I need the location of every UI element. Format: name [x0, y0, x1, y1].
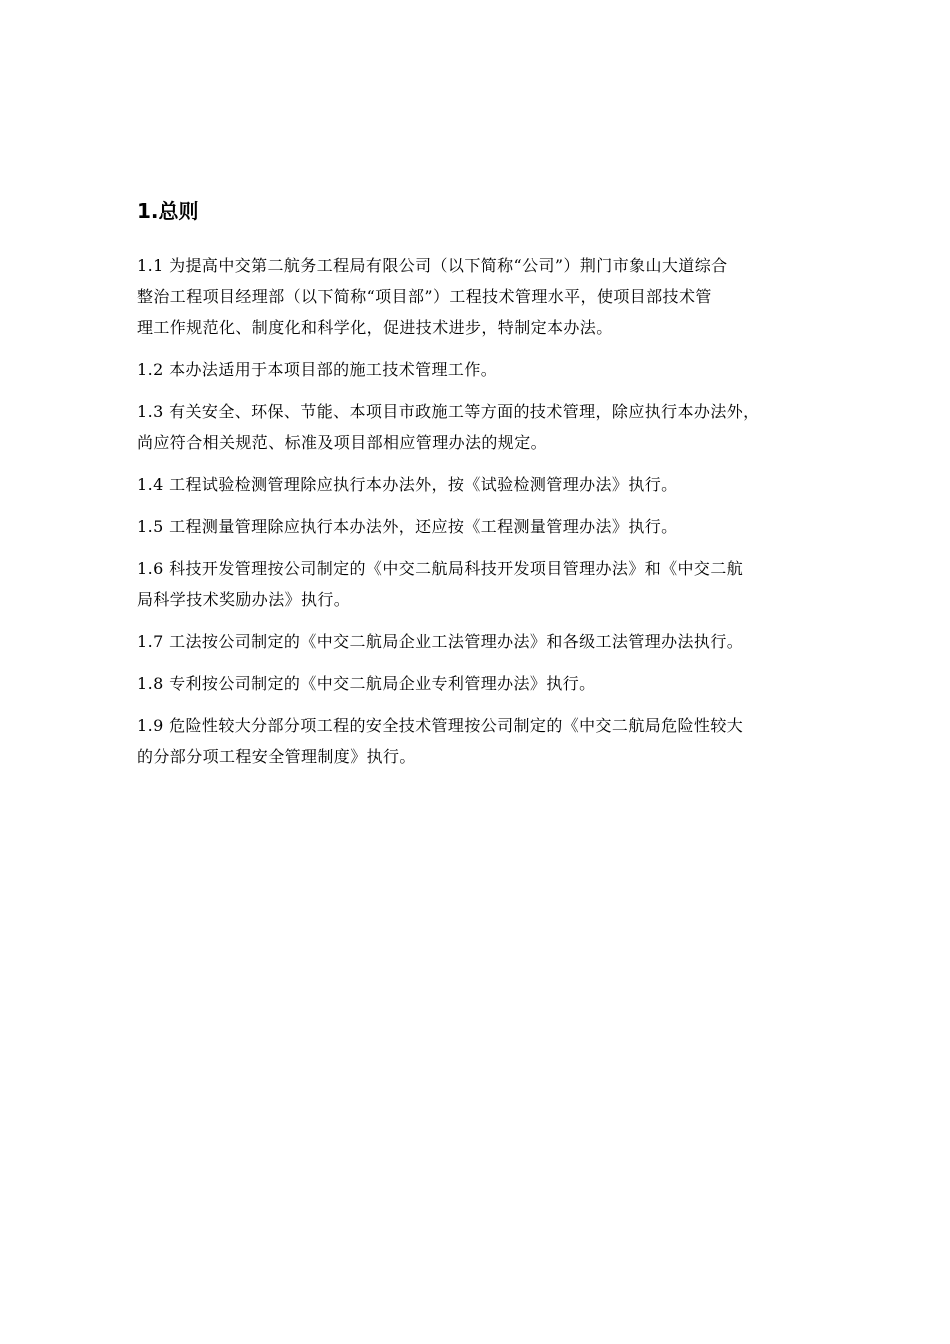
paragraph-line: 1.2 本办法适用于本项目部的施工技术管理工作。 — [137, 360, 498, 379]
section-heading: 1.总则 — [137, 199, 199, 223]
paragraph-1-8 — [137, 668, 852, 699]
paragraph-1-7 — [137, 626, 852, 657]
paragraph-line: 1.3 有关安全、环保、节能、本项目市政施工等方面的技术管理，除应执行本办法外， — [137, 402, 760, 421]
paragraph-1-5 — [137, 511, 852, 542]
paragraph-line: 局科学技术奖励办法》执行。 — [137, 590, 351, 609]
paragraph-1-1 — [137, 250, 852, 343]
paragraph-line: 整治工程项目经理部（以下简称“项目部”）工程技术管理水平，使项目部技术管 — [137, 287, 712, 306]
paragraph-1-9 — [137, 710, 852, 772]
paragraph-line: 1.7 工法按公司制定的《中交二航局企业工法管理办法》和各级工法管理办法执行。 — [137, 632, 744, 651]
paragraph-line: 1.8 专利按公司制定的《中交二航局企业专利管理办法》执行。 — [137, 674, 596, 693]
paragraph-line: 1.1 为提高中交第二航务工程局有限公司（以下简称“公司”）荆门市象山大道综合 — [137, 256, 728, 275]
paragraph-1-4 — [137, 469, 852, 500]
paragraph-line: 1.6 科技开发管理按公司制定的《中交二航局科技开发项目管理办法》和《中交二航 — [137, 559, 744, 578]
paragraph-1-3 — [137, 396, 852, 458]
document-body — [137, 196, 852, 783]
paragraph-line: 尚应符合相关规范、标准及项目部相应管理办法的规定。 — [137, 433, 548, 452]
paragraph-line: 的分部分项工程安全管理制度》执行。 — [137, 747, 416, 766]
paragraph-line: 理工作规范化、制度化和科学化，促进技术进步，特制定本办法。 — [137, 318, 613, 337]
paragraph-line: 1.5 工程测量管理除应执行本办法外，还应按《工程测量管理办法》执行。 — [137, 517, 678, 536]
paragraph-line: 1.4 工程试验检测管理除应执行本办法外，按《试验检测管理办法》执行。 — [137, 475, 678, 494]
paragraph-line: 1.9 危险性较大分部分项工程的安全技术管理按公司制定的《中交二航局危险性较大 — [137, 716, 744, 735]
paragraph-1-6 — [137, 553, 852, 615]
paragraph-1-2 — [137, 354, 852, 385]
